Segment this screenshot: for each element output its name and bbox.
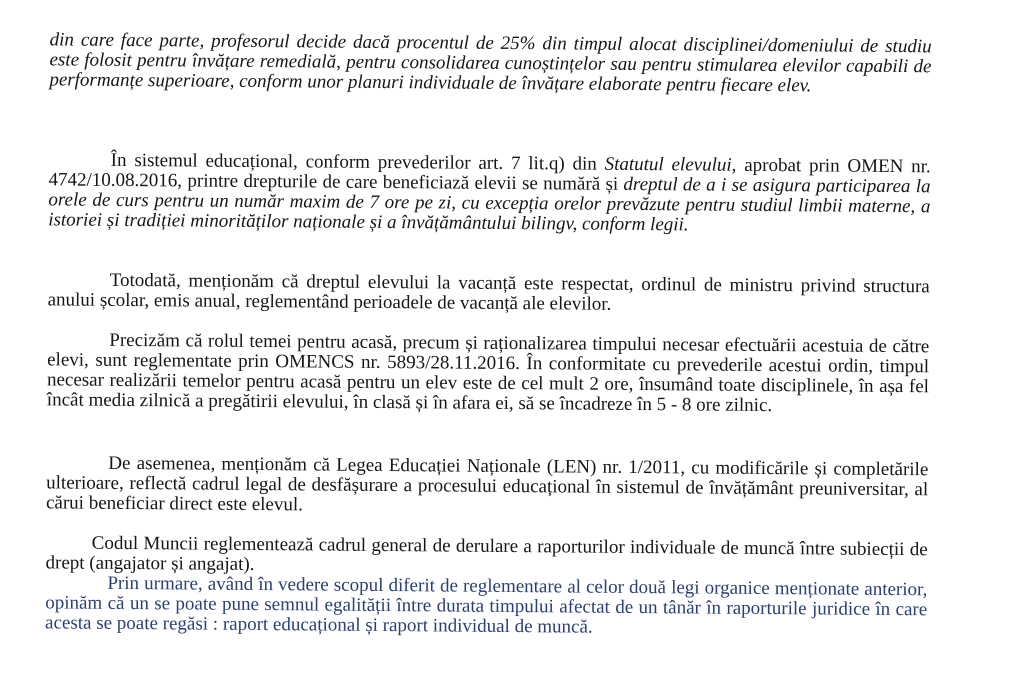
paragraph-text: În sistemul educațional, conform prevederilor art. 7 lit.q) din (110, 149, 605, 175)
paragraph-conclusion (45, 573, 927, 640)
paragraph-student-rights (48, 150, 931, 237)
paragraph-text: , aprobat prin OMEN nr. 4742/10.08.2016, printre drepturile de care beneficiază elevii se numără și (48, 154, 931, 195)
paragraph-text: Prin urmare, având în vedere scopul diferit de reglementare al celor două legi organice menționate anterior, opinăm că un se poate pune semnul egalității între durata timpului afectat de un tânăr în raporturile juridice în care acesta se poate regăsi : raport educațional și raport individual de muncă. (45, 572, 928, 638)
statute-title: Statutul elevului (604, 153, 732, 176)
paragraph-text: Totodată, menționăm că dreptul elevului la vacanță este respectat, ordinul de ministru privind structura anului școlar, emis anual, reglementând perioadele de vacanță ale elevilor. (47, 269, 930, 315)
paragraph-vacation (48, 270, 930, 317)
paragraph-homework (47, 330, 930, 417)
paragraph-education-law (46, 453, 928, 520)
paragraph-text: Precizăm că rolul temei pentru acasă, precum și raționalizarea timpului necesar efectuării acestuia de către elevi, sunt reglementate prin OMENCS nr. 5893/28.11.2016. În conformitate cu prevederile acestui ordin, timpul necesar realizării temelor pentru acasă pentru un elev este de cel mult 2 ore, însumând toate disciplinele, în așa fel încât media zilnică a pregătirii elevului, în clasă și în afara ei, să se încadreze în 5 - 8 ore zilnic. (46, 329, 930, 417)
paragraph-text: Codul Muncii reglementează cadrul general de derulare a raporturilor individuale de muncă între subiecții de drept (angajator și angajat). (45, 532, 928, 576)
paragraph-remedial-learning (49, 30, 931, 97)
right-to-max-hours: dreptul de a i se asigura participarea la orele de curs pentru un număr maxim de 7 ore pe zi, cu excepția orelor prevăzute pentru studiul limbii materne, a istoriei și tradiției minorităților naționale și a învățământului bilingv, conform legii. (48, 173, 931, 236)
paragraph-text: din care face parte, profesorul decide dacă procentul de 25% din timpul alocat disciplinei/domeniului de studiu este folosit pentru învățare remedială, pentru consolidarea cunoștințelor sau pentru stimularea elevilor capabili de performanțe superioare, conform unor planuri individuale de învățare elaborate pentru fiecare elev. (49, 29, 932, 97)
paragraph-text: De asemenea, menționăm că Legea Educației Naționale (LEN) nr. 1/2011, cu modificările și completările ulterioare, reflectă cadrul legal de desfășurare a procesului educațional în sistemul de învățământ preuniversitar, al cărui beneficiar direct este elevul. (45, 452, 929, 516)
